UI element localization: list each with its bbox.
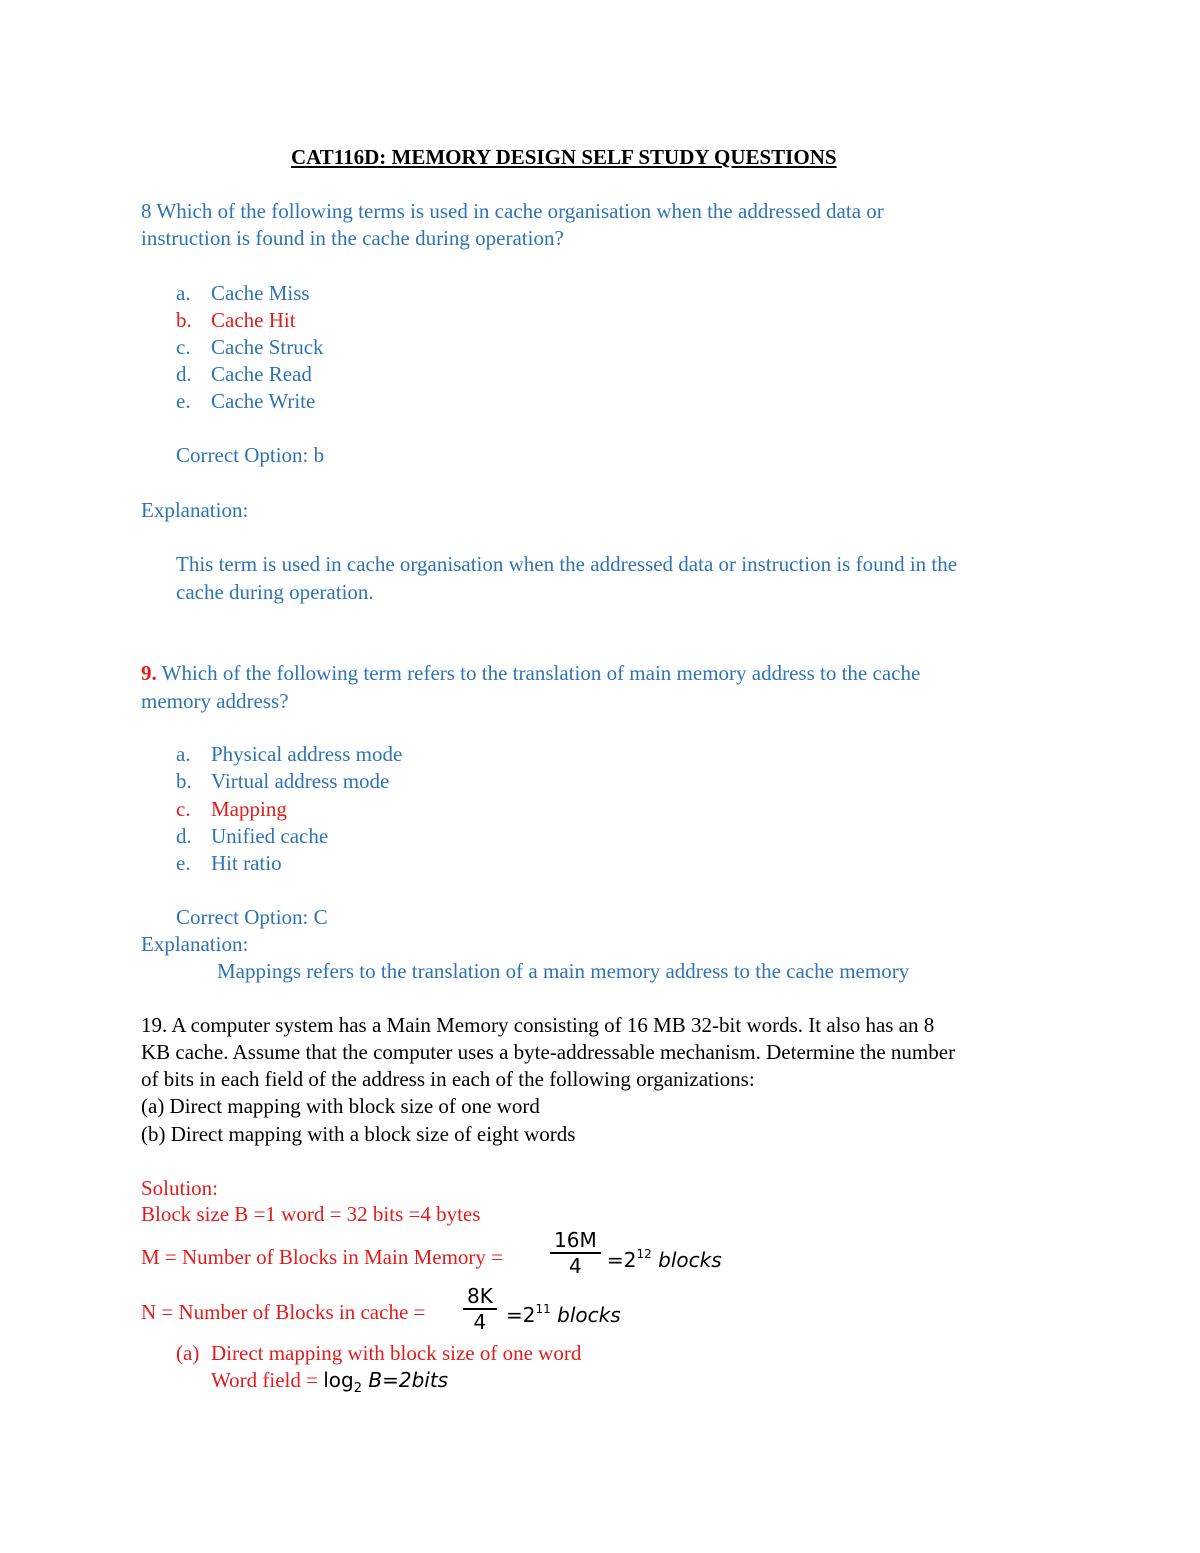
solution-m-fraction xyxy=(550,1228,601,1278)
solution-part-a: (a) Direct mapping with block size of one word xyxy=(176,1341,582,1365)
page-title: CAT116D: MEMORY DESIGN SELF STUDY QUESTIONS xyxy=(291,145,837,169)
q9-text-line2: memory address? xyxy=(141,689,289,713)
solution-word-field: Word field = $\log_2$ B=2bits xyxy=(211,1368,449,1396)
solution-m-numerator: 16M xyxy=(550,1228,601,1254)
q8-explanation-line2: cache during operation. xyxy=(176,580,374,604)
solution-n-numerator: 8K xyxy=(463,1284,497,1310)
q9-explanation: Mappings refers to the translation of a main memory address to the cache memory xyxy=(217,959,910,983)
q9-option-e: e. Hit ratio xyxy=(176,851,282,875)
solution-label: Solution: xyxy=(141,1176,219,1200)
q9-correct-option: Correct Option: C xyxy=(176,905,328,929)
solution-n-result: $=2^{11}$ blocks xyxy=(506,1302,621,1327)
q19-part-a: (a) Direct mapping with block size of one word xyxy=(141,1094,540,1118)
q8-text-line2: instruction is found in the cache during operation? xyxy=(141,226,564,250)
q19-text-line1: 19. A computer system has a Main Memory consisting of 16 MB 32-bit words. It also has an 8 xyxy=(141,1013,935,1037)
q9-explanation-label: Explanation: xyxy=(141,932,249,956)
q9-option-d: d. Unified cache xyxy=(176,824,329,848)
q9-option-c-correct: c. Mapping xyxy=(176,797,287,821)
solution-m-result: $=2^{12}$ blocks xyxy=(607,1247,722,1272)
q8-correct-option: Correct Option: b xyxy=(176,443,325,467)
q8-option-d: d. Cache Read xyxy=(176,362,312,386)
q8-text-line1: 8 Which of the following terms is used in cache organisation when the addressed data or xyxy=(141,199,884,223)
q8-option-a: a. Cache Miss xyxy=(176,281,310,305)
q8-explanation-line1: This term is used in cache organisation when the addressed data or instruction is found in the xyxy=(176,552,958,576)
q8-option-e: e. Cache Write xyxy=(176,389,316,413)
q19-part-b: (b) Direct mapping with a block size of eight words xyxy=(141,1122,576,1146)
solution-m-text: M = Number of Blocks in Main Memory = xyxy=(141,1245,503,1269)
solution-n-fraction xyxy=(463,1284,497,1334)
solution-n-text: N = Number of Blocks in cache = xyxy=(141,1300,426,1324)
q8-option-c: c. Cache Struck xyxy=(176,335,324,359)
q19-text-line2: KB cache. Assume that the computer uses a byte-addressable mechanism. Determine the number xyxy=(141,1040,956,1064)
q9-number: 9. xyxy=(141,661,157,685)
q9-option-b: b. Virtual address mode xyxy=(176,769,390,793)
solution-m-denominator: 4 xyxy=(568,1254,582,1278)
q9-text-line1: 9. Which of the following term refers to the translation of main memory address to the cache xyxy=(141,661,921,685)
q9-option-a: a. Physical address mode xyxy=(176,742,403,766)
q8-option-b-correct: b. Cache Hit xyxy=(176,308,296,332)
q8-explanation-label: Explanation: xyxy=(141,498,249,522)
q19-text-line3: of bits in each field of the address in each of the following organizations: xyxy=(141,1067,755,1091)
solution-block-size: Block size B =1 word = 32 bits =4 bytes xyxy=(141,1202,481,1226)
solution-n-denominator: 4 xyxy=(473,1310,487,1334)
